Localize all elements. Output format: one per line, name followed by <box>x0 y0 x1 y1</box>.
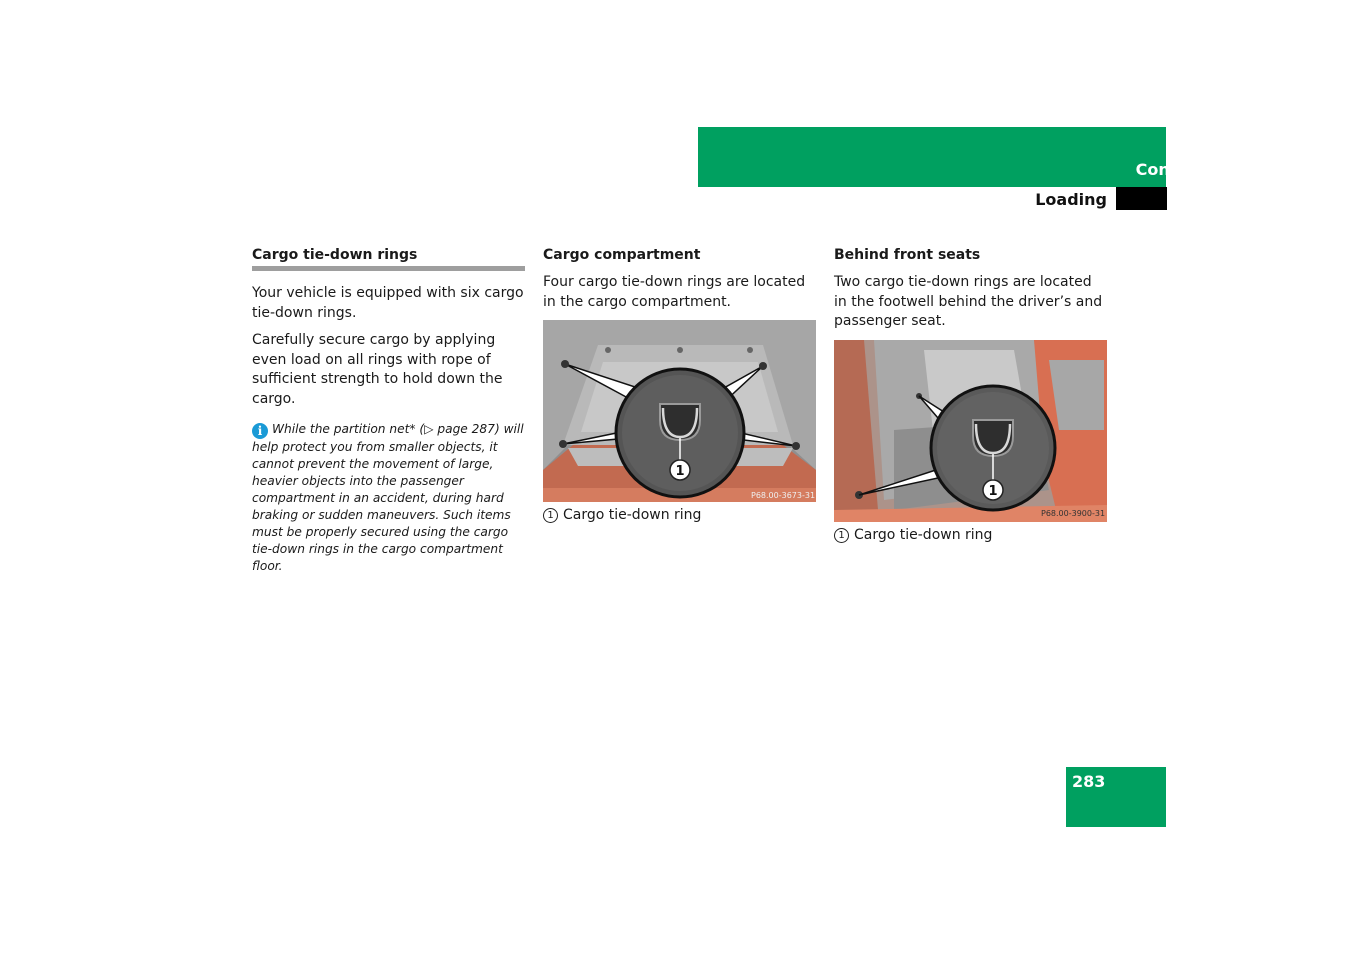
info-note <box>252 421 525 575</box>
caption-number: 1 <box>543 508 558 523</box>
section-tab-marker <box>1116 187 1167 210</box>
info-note-text: While the partition net* (▷ page 287) will help protect you from smaller objects, it cannot prevent the movement of large, heavier objects into the passenger compartment in an accident, during hard braking or sudden maneuvers. Such items must be properly secured using the cargo tie-down rings in the cargo compartment floor. <box>252 422 524 573</box>
heading-cargo-tie-down-rings: Cargo tie-down rings <box>252 247 418 263</box>
paragraph-six-rings: Your vehicle is equipped with six cargo tie-down rings. <box>252 285 524 321</box>
subsection-title: Loading <box>1035 190 1107 209</box>
image-code: P68.00-3673-31 <box>751 491 816 500</box>
paragraph-secure-cargo: Carefully secure cargo by applying even load on all rings with rope of sufficient strength to hold down the cargo. <box>252 332 503 407</box>
behind-seats-photo <box>834 340 1107 522</box>
paragraph-two-rings: Two cargo tie-down rings are located in the footwell behind the driver’s and passenger seat. <box>834 274 1103 329</box>
image-code: P68.00-3900-31 <box>1041 508 1106 518</box>
page-number-box <box>1066 767 1166 827</box>
section-title: Controls in detail <box>1135 160 1291 179</box>
photo-caption <box>834 527 1107 543</box>
caption-text: Cargo tie-down ring <box>563 507 702 523</box>
column-cargo-tie-down-rings <box>252 246 525 575</box>
column-cargo-compartment <box>543 246 816 523</box>
cargo-compartment-photo <box>543 320 816 502</box>
paragraph-four-rings: Four cargo tie-down rings are located in the cargo compartment. <box>543 274 806 310</box>
callout-number: 1 <box>988 483 998 499</box>
photo-caption <box>543 507 816 523</box>
heading-cargo-compartment: Cargo compartment <box>543 247 701 263</box>
callout-number: 1 <box>675 464 685 479</box>
column-behind-front-seats <box>834 246 1107 543</box>
heading-behind-front-seats: Behind front seats <box>834 247 981 263</box>
info-icon: i <box>252 423 268 439</box>
header-bar <box>698 127 1166 187</box>
caption-number: 1 <box>834 528 849 543</box>
page-number: 283 <box>1072 772 1106 791</box>
caption-text: Cargo tie-down ring <box>854 526 993 543</box>
heading-rule <box>252 266 525 271</box>
